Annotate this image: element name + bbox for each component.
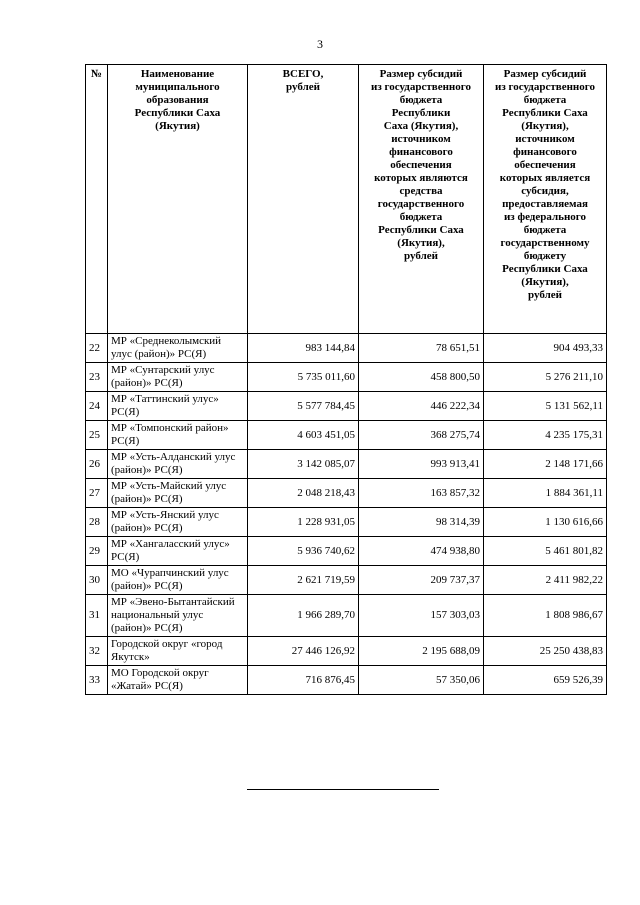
municipality-name: Городской округ «город Якутск» [108, 637, 248, 666]
municipality-name: МО Городской округ «Жатай» РС(Я) [108, 666, 248, 695]
municipality-name: МР «Хангаласский улус» РС(Я) [108, 537, 248, 566]
federal-amount: 659 526,39 [484, 666, 607, 695]
total-amount: 983 144,84 [248, 334, 359, 363]
table-row [86, 595, 607, 637]
header-municipality-name: Наименование муниципального образования Республики Саха (Якутия) [108, 65, 248, 334]
regional-amount: 157 303,03 [359, 595, 484, 637]
regional-amount: 458 800,50 [359, 363, 484, 392]
regional-amount: 209 737,37 [359, 566, 484, 595]
row-number: 24 [86, 392, 108, 421]
regional-amount: 368 275,74 [359, 421, 484, 450]
footer-divider-line [247, 789, 439, 790]
header-regional-budget: Размер субсидий из государственного бюджета Республики Саха (Якутия), источником финансового обеспечения которых являются средства государственного бюджета Республики Саха (Якутия), рублей [359, 65, 484, 334]
municipality-name: МО «Чурапчинский улус (район)» РС(Я) [108, 566, 248, 595]
municipality-name: МР «Усть-Алданский улус (район)» РС(Я) [108, 450, 248, 479]
table-row [86, 334, 607, 363]
table-row [86, 508, 607, 537]
subsidy-table [85, 64, 607, 695]
regional-amount: 2 195 688,09 [359, 637, 484, 666]
total-amount: 2 048 218,43 [248, 479, 359, 508]
federal-amount: 4 235 175,31 [484, 421, 607, 450]
table-row [86, 363, 607, 392]
total-amount: 5 577 784,45 [248, 392, 359, 421]
federal-amount: 1 130 616,66 [484, 508, 607, 537]
row-number: 26 [86, 450, 108, 479]
regional-amount: 446 222,34 [359, 392, 484, 421]
total-amount: 716 876,45 [248, 666, 359, 695]
federal-amount: 5 461 801,82 [484, 537, 607, 566]
regional-amount: 57 350,06 [359, 666, 484, 695]
regional-amount: 993 913,41 [359, 450, 484, 479]
table-row [86, 537, 607, 566]
total-amount: 5 936 740,62 [248, 537, 359, 566]
municipality-name: МР «Усть-Майский улус (район)» РС(Я) [108, 479, 248, 508]
municipality-name: МР «Таттинский улус» РС(Я) [108, 392, 248, 421]
row-number: 27 [86, 479, 108, 508]
table-row [86, 392, 607, 421]
federal-amount: 904 493,33 [484, 334, 607, 363]
row-number: 25 [86, 421, 108, 450]
row-number: 28 [86, 508, 108, 537]
regional-amount: 163 857,32 [359, 479, 484, 508]
regional-amount: 98 314,39 [359, 508, 484, 537]
municipality-name: МР «Среднеколымский улус (район)» РС(Я) [108, 334, 248, 363]
total-amount: 5 735 011,60 [248, 363, 359, 392]
row-number: 32 [86, 637, 108, 666]
table-row [86, 666, 607, 695]
federal-amount: 25 250 438,83 [484, 637, 607, 666]
municipality-name: МР «Сунтарский улус (район)» РС(Я) [108, 363, 248, 392]
row-number: 22 [86, 334, 108, 363]
row-number: 31 [86, 595, 108, 637]
total-amount: 1 966 289,70 [248, 595, 359, 637]
municipality-name: МР «Усть-Янский улус (район)» РС(Я) [108, 508, 248, 537]
table-header-row [86, 65, 607, 334]
header-federal-budget: Размер субсидий из государственного бюджета Республики Саха (Якутия), источником финансового обеспечения которых является субсидия, предоставляемая из федерального бюджета государственному бюджету Республики Саха (Якутия), рублей [484, 65, 607, 334]
total-amount: 4 603 451,05 [248, 421, 359, 450]
total-amount: 1 228 931,05 [248, 508, 359, 537]
table-row [86, 479, 607, 508]
table-row [86, 637, 607, 666]
federal-amount: 1 884 361,11 [484, 479, 607, 508]
federal-amount: 5 131 562,11 [484, 392, 607, 421]
municipality-name: МР «Эвено-Бытантайский национальный улус (район)» РС(Я) [108, 595, 248, 637]
regional-amount: 78 651,51 [359, 334, 484, 363]
row-number: 23 [86, 363, 108, 392]
federal-amount: 2 148 171,66 [484, 450, 607, 479]
table-row [86, 566, 607, 595]
total-amount: 27 446 126,92 [248, 637, 359, 666]
federal-amount: 2 411 982,22 [484, 566, 607, 595]
row-number: 29 [86, 537, 108, 566]
header-total: ВСЕГО, рублей [248, 65, 359, 334]
federal-amount: 1 808 986,67 [484, 595, 607, 637]
header-number: № [86, 65, 108, 334]
regional-amount: 474 938,80 [359, 537, 484, 566]
table-row [86, 450, 607, 479]
row-number: 30 [86, 566, 108, 595]
total-amount: 2 621 719,59 [248, 566, 359, 595]
federal-amount: 5 276 211,10 [484, 363, 607, 392]
municipality-name: МР «Томпонский район» РС(Я) [108, 421, 248, 450]
total-amount: 3 142 085,07 [248, 450, 359, 479]
table-row [86, 421, 607, 450]
page-number: 3 [317, 37, 323, 51]
row-number: 33 [86, 666, 108, 695]
